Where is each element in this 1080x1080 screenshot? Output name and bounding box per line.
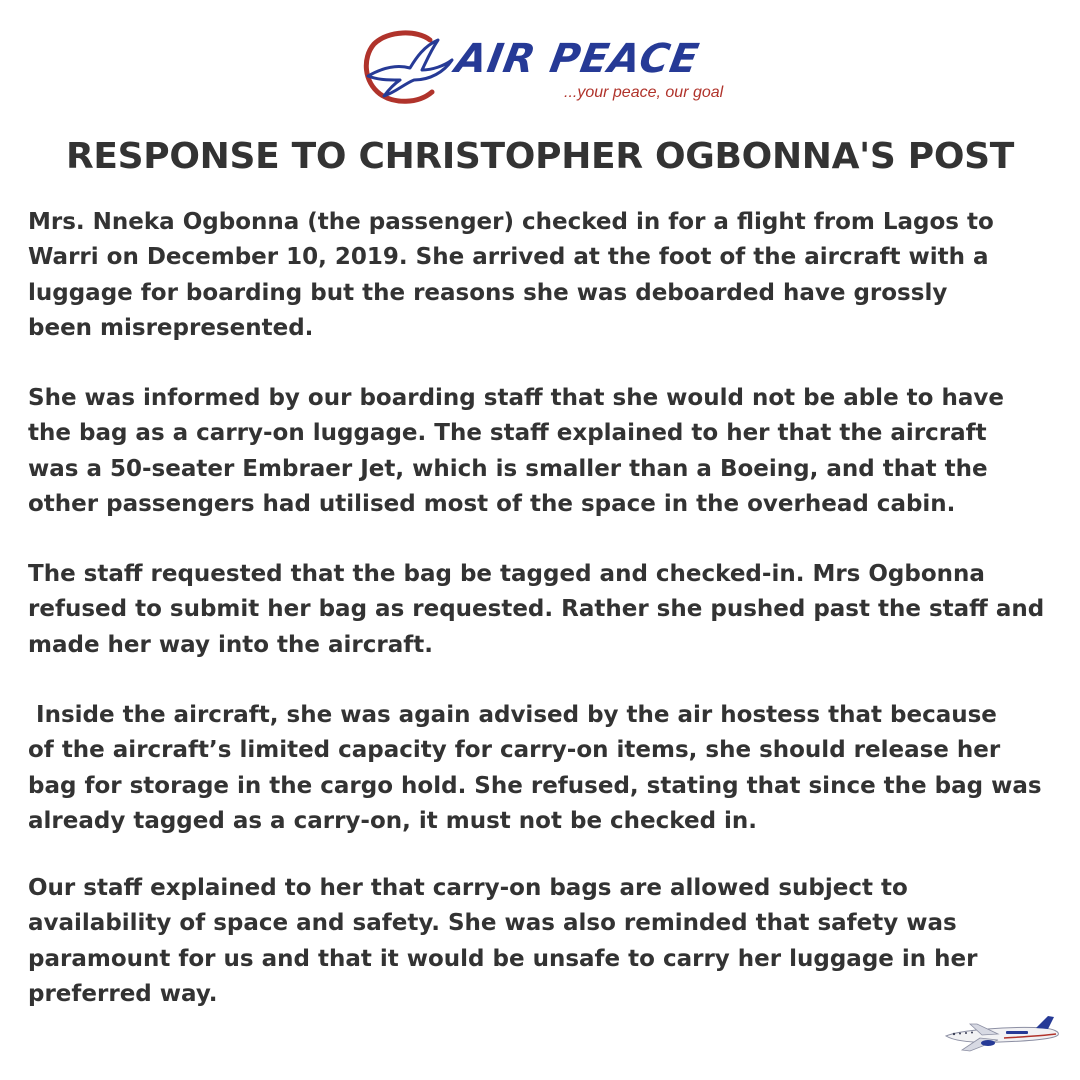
dove-swoosh-icon	[360, 28, 456, 108]
text-line: the bag as a carry-on luggage. The staff explained to her that the aircraft	[28, 420, 987, 447]
text-line: refused to submit her bag as requested. Rather she pushed past the staff and	[28, 596, 1045, 623]
text-line: been misrepresented.	[28, 314, 314, 341]
text-line: bag for storage in the cargo hold. She refused, stating that since the bag was	[28, 772, 1042, 799]
brand-tagline: ...your peace, our goal	[564, 84, 724, 101]
text-line: Inside the aircraft, she was again advised by the air hostess that because	[28, 702, 997, 728]
text-line: made her way into the aircraft.	[28, 631, 433, 658]
text-line: preferred way.	[28, 980, 218, 1007]
paragraph-5	[28, 871, 1058, 1012]
page-title: RESPONSE TO CHRISTOPHER OGBONNA'S POST	[65, 136, 1015, 177]
text-line: other passengers had utilised most of the space in the overhead cabin.	[28, 490, 956, 517]
text-line: Mrs. Nneka Ogbonna (the passenger) checked in for a flight from Lagos to	[28, 209, 994, 235]
text-line: was a 50-seater Embraer Jet, which is smaller than a Boeing, and that the	[28, 455, 988, 482]
airline-logo	[360, 28, 750, 108]
text-line: of the aircraft’s limited capacity for carry-on items, she should release her	[28, 737, 1001, 764]
paragraph-3	[28, 557, 1058, 663]
text-line: already tagged as a carry-on, it must not be checked in.	[28, 807, 758, 834]
text-line: Our staff explained to her that carry-on bags are allowed subject to	[28, 875, 908, 901]
text-line: availability of space and safety. She was also reminded that safety was	[28, 910, 957, 937]
paragraph-2	[28, 381, 1058, 522]
brand-name: AIR PEACE	[451, 36, 703, 82]
text-line: She was informed by our boarding staff that she would not be able to have	[28, 385, 1004, 411]
airplane-icon	[940, 1014, 1064, 1054]
text-line: luggage for boarding but the reasons she was deboarded have grossly	[28, 279, 948, 306]
text-line: The staff requested that the bag be tagged and checked-in. Mrs Ogbonna	[28, 561, 985, 587]
text-line: paramount for us and that it would be unsafe to carry her luggage in her	[28, 945, 978, 972]
paragraph-4	[28, 698, 1058, 839]
paragraph-1	[28, 205, 1058, 346]
text-line: Warri on December 10, 2019. She arrived at the foot of the aircraft with a	[28, 244, 989, 271]
